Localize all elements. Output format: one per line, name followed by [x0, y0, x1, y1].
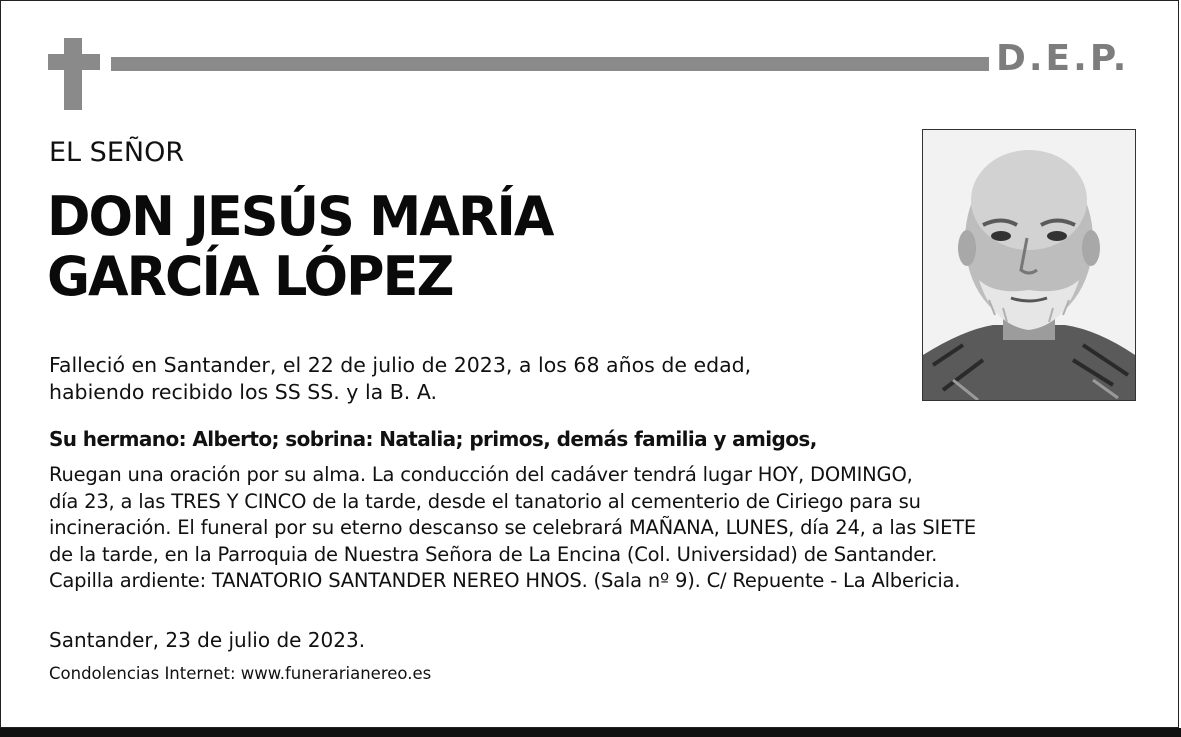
dep-label: D.E.P. [996, 38, 1130, 79]
cross-icon [48, 38, 100, 110]
body-line: incineración. El funeral por su eterno descanso se celebrará MAÑANA, LUNES, día 24, a las SIETE [49, 516, 977, 539]
body-line: Capilla ardiente: TANATORIO SANTANDER NEREO HNOS. (Sala nº 9). C/ Repuente - La Albericia. [49, 569, 961, 592]
death-details [49, 352, 1144, 405]
body-line: Ruegan una oración por su alma. La conducción del cadáver tendrá lugar HOY, DOMINGO, [49, 463, 913, 486]
name-line-1: DON JESÚS MARÍA [47, 185, 553, 248]
death-line-2: habiendo recibido los SS SS. y la B. A. [49, 379, 438, 404]
body-line: de la tarde, en la Parroquia de Nuestra Señora de La Encina (Col. Universidad) de Santander. [49, 542, 938, 566]
death-line-1: Falleció en Santander, el 22 de julio de 2023, a los 68 años de edad, [49, 353, 752, 377]
bottom-rule [0, 728, 1181, 737]
title-prefix: EL SEÑOR [49, 137, 185, 168]
header-rule [111, 57, 989, 71]
body-line: día 23, a las TRES Y CINCO de la tarde, desde el tanatorio al cementerio de Ciriego para su [49, 489, 921, 513]
place-date: Santander, 23 de julio de 2023. [49, 628, 366, 652]
family-line: Su hermano: Alberto; sobrina: Natalia; primos, demás familia y amigos, [49, 427, 817, 451]
condolences-line: Condolencias Internet: www.funerarianereo.es [49, 664, 432, 683]
name-line-2: GARCÍA LÓPEZ [47, 245, 453, 308]
ceremony-details [49, 462, 1144, 595]
deceased-name [47, 187, 553, 307]
